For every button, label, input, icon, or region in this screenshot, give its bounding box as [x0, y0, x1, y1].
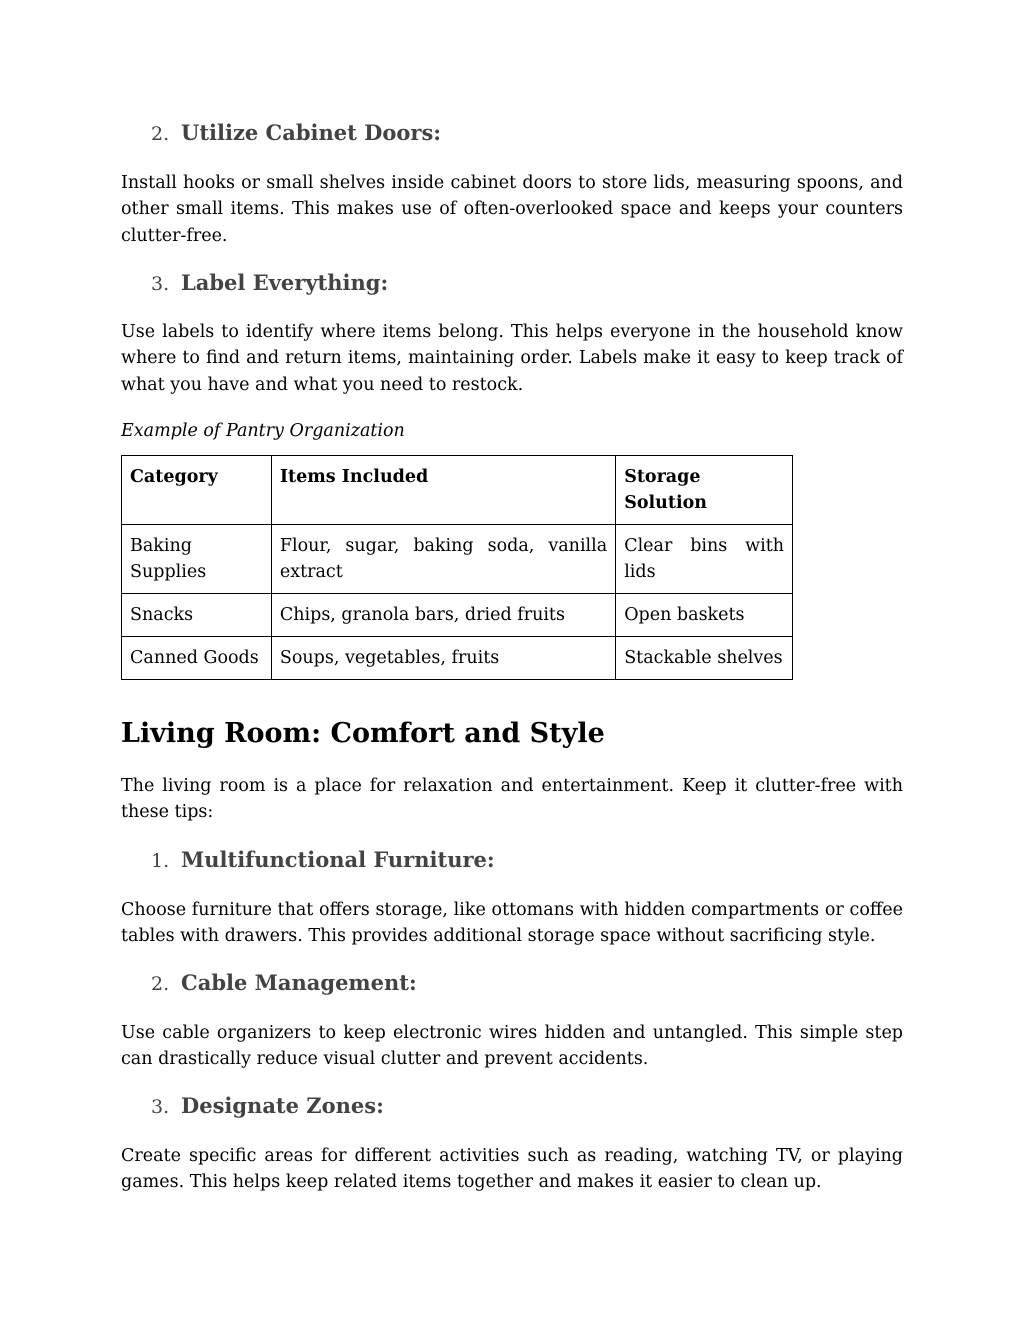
list-heading-text: Label Everything: — [181, 270, 389, 295]
table-cell: Canned Goods — [122, 637, 272, 680]
table-cell: Baking Supplies — [122, 525, 272, 594]
list-number: 1. — [151, 850, 170, 872]
list-heading-text: Multifunctional Furniture: — [181, 847, 495, 872]
table-row — [122, 594, 793, 637]
paragraph-label-everything: Use labels to identify where items belong. This helps everyone in the household know where to find and return items, maintaining order. Labels make it easy to keep track of what you have and what you need to restock. — [121, 322, 903, 395]
list-heading-cable-management — [151, 970, 417, 995]
table-header-cell: Storage Solution — [616, 456, 793, 525]
section-heading-living-room: Living Room: Comfort and Style — [121, 718, 605, 749]
list-heading-text: Cable Management: — [181, 970, 417, 995]
table-cell: Chips, granola bars, dried fruits — [271, 594, 615, 637]
table-header-row — [122, 456, 793, 525]
list-heading-text: Designate Zones: — [181, 1093, 384, 1118]
list-heading-text: Utilize Cabinet Doors: — [181, 120, 442, 145]
list-number: 2. — [151, 973, 170, 995]
table-cell: Stackable shelves — [616, 637, 793, 680]
table-header-cell: Category — [122, 456, 272, 525]
table-cell: Open baskets — [616, 594, 793, 637]
table-row — [122, 525, 793, 594]
list-heading-designate-zones — [151, 1093, 384, 1118]
pantry-organization-table — [121, 455, 793, 680]
table-cell: Clear bins with lids — [616, 525, 793, 594]
list-number: 2. — [151, 123, 170, 145]
list-number: 3. — [151, 273, 170, 295]
paragraph-cable-management: Use cable organizers to keep electronic wires hidden and untangled. This simple step can drastically reduce visual clutter and prevent accidents. — [121, 1023, 903, 1070]
list-heading-label-everything — [151, 270, 388, 295]
table-cell: Flour, sugar, baking soda, vanilla extract — [271, 525, 615, 594]
table-cell: Snacks — [122, 594, 272, 637]
table-caption: Example of Pantry Organization — [121, 421, 405, 441]
paragraph-designate-zones: Create specific areas for different activities such as reading, watching TV, or playing games. This helps keep related items together and makes it easier to clean up. — [121, 1146, 903, 1193]
table-cell: Soups, vegetables, fruits — [271, 637, 615, 680]
paragraph-living-room-intro: The living room is a place for relaxation and entertainment. Keep it clutter-free with these tips: — [121, 776, 903, 823]
list-heading-multifunctional-furniture — [151, 847, 495, 872]
table-header-cell: Items Included — [271, 456, 615, 525]
paragraph-multifunctional-furniture: Choose furniture that offers storage, like ottomans with hidden compartments or coffee tables with drawers. This provides additional storage space without sacrificing style. — [121, 900, 903, 947]
table-row — [122, 637, 793, 680]
list-heading-utilize-cabinet-doors — [151, 120, 441, 145]
list-number: 3. — [151, 1096, 170, 1118]
paragraph-cabinet-doors: Install hooks or small shelves inside cabinet doors to store lids, measuring spoons, and other small items. This makes use of often-overlooked space and keeps your counters clutter-free. — [121, 173, 903, 246]
